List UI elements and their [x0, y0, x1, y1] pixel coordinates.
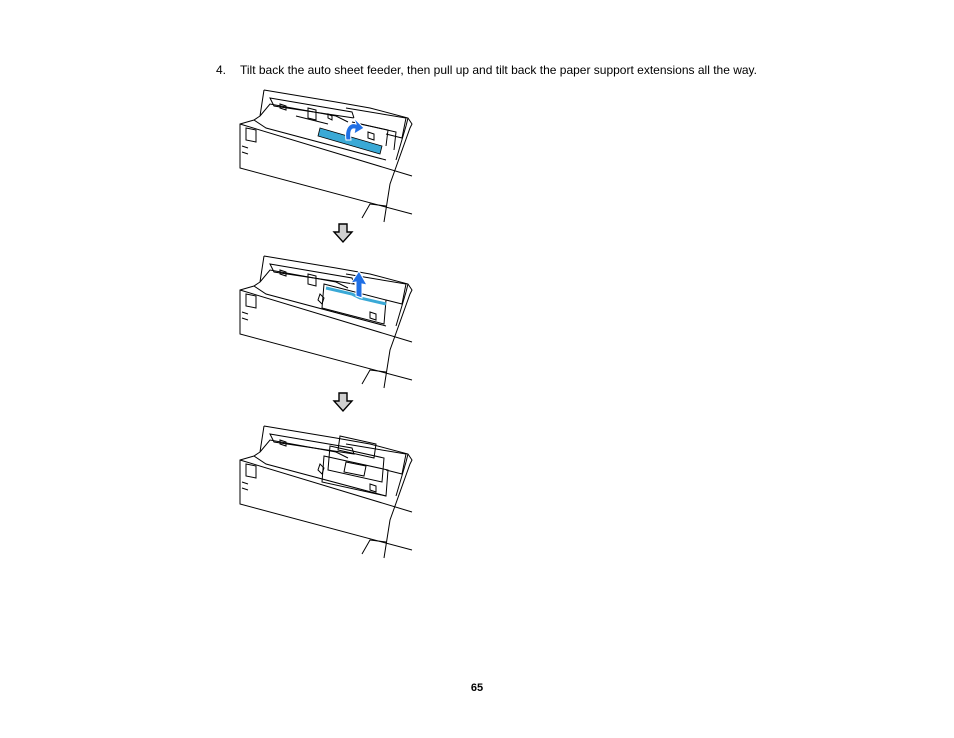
down-arrow-icon	[332, 222, 354, 244]
figure-pull-up-extensions	[236, 254, 428, 390]
tilt-arrow-icon	[346, 118, 364, 140]
step-instruction	[216, 62, 856, 78]
down-arrow-icon	[332, 391, 354, 413]
step-text: Tilt back the auto sheet feeder, then pull up and tilt back the paper support extensions all the way.	[240, 63, 757, 77]
page-number: 65	[470, 682, 484, 694]
step-number: 4.	[216, 63, 227, 77]
figure-extensions-tilted	[236, 424, 428, 560]
figure-tilt-back-feeder	[236, 88, 428, 224]
